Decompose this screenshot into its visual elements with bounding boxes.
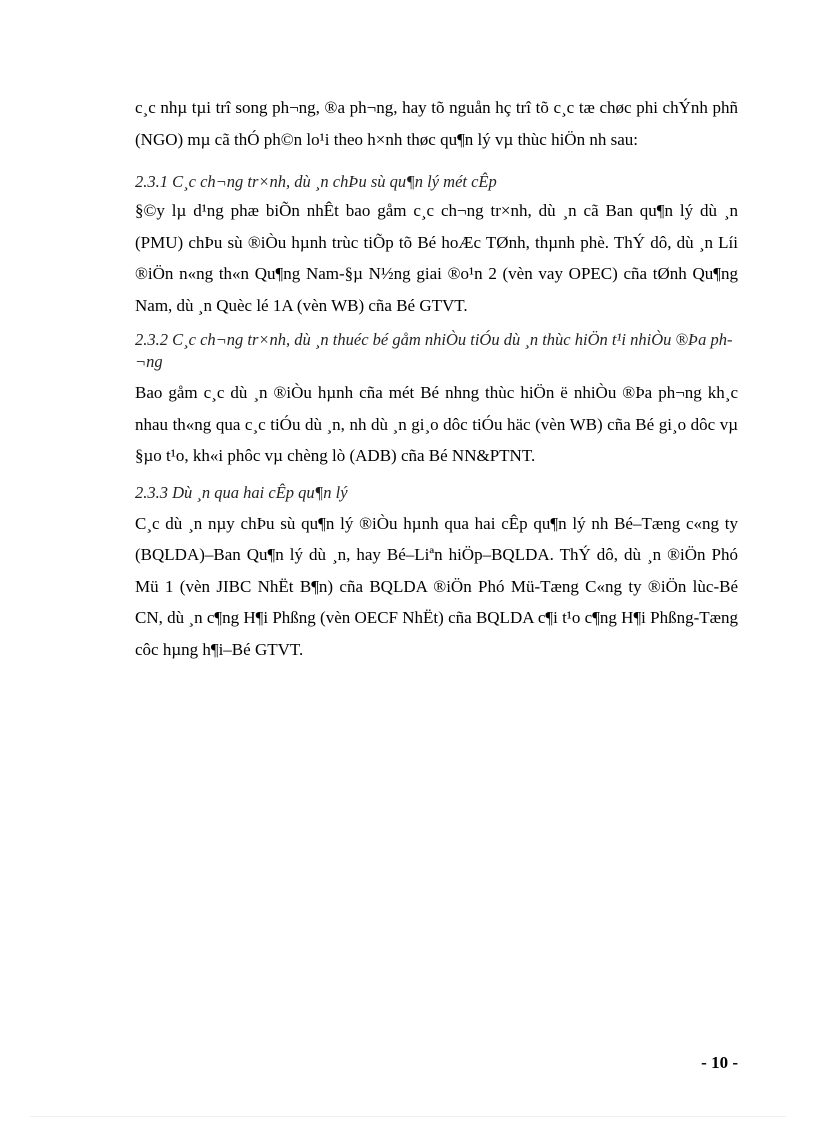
page-number: - 10 -: [701, 1053, 738, 1072]
page-bottom-divider: [30, 1116, 786, 1117]
section-body-2-3-1: §©y lµ d¹ng phæ biÕn nhÊt bao gåm c¸c ch¬ng tr×nh, dù ¸n cã Ban qu¶n lý dù ¸n (PMU) chÞu sù ®iÒu hµnh trùc tiÕp tõ Bé hoÆc TØnh, thµnh phè. ThÝ dô, dù ¸n Líi ®iÖn n«ng th«n Qu¶ng Nam-§µ N½ng giai ®o¹n 2 (vèn vay OPEC) cña tØnh Qu¶ng Nam, dù ¸n Quèc lé 1A (vèn WB) cña Bé GTVT.: [135, 201, 738, 315]
section-body-2-3-3: C¸c dù ¸n nµy chÞu sù qu¶n lý ®iÒu hµnh qua hai cÊp qu¶n lý nh Bé–Tæng c«ng ty (BQLDA)–Ban Qu¶n lý dù ¸n, hay Bé–Liªn hiÖp–BQLDA. ThÝ dô, dù ¸n ®iÖn Phó Mü 1 (vèn JIBC NhËt B¶n) cña BQLDA ®iÖn Phó Mü-Tæng C«ng ty ®iÖn lùc-Bé CN, dù ¸n c¶ng H¶i Phßng (vèn OECF NhËt) cña BQLDA c¶i t¹o c¶ng H¶i Phßng-Tæng côc hµng h¶i–Bé GTVT.: [135, 513, 738, 659]
section-heading-2-3-1: 2.3.1 C¸c ch¬ng tr×nh, dù ¸n chÞu sù qu¶n lý mét cÊp: [135, 172, 497, 191]
intro-paragraph: c¸c nhµ tµi trî song ph¬ng, ®a ph¬ng, hay tõ nguån hç trî tõ c¸c tæ chøc phi chÝnh phñ (NGO) mµ cã thÓ ph©n lo¹i theo h×nh thøc qu¶n lý vµ thùc hiÖn nh sau:: [135, 98, 738, 149]
page-body: [135, 92, 738, 665]
section-body-2-3-2: Bao gåm c¸c dù ¸n ®iÒu hµnh cña mét Bé nhng thùc hiÖn ë nhiÒu ®Þa ph¬ng kh¸c nhau th«ng qua c¸c tiÓu dù ¸n, nh dù ¸n gi¸o dôc tiÓu häc (vèn WB) cña Bé gi¸o dôc vµ §µo t¹o, kh«i phôc vµ chèng lò (ADB) cña Bé NN&PTNT.: [135, 383, 738, 465]
section-heading-2-3-3: 2.3.3 Dù ¸n qua hai cÊp qu¶n lý: [135, 482, 348, 502]
section-heading-2-3-2: 2.3.2 C¸c ch¬ng tr×nh, dù ¸n thuéc bé gåm nhiÒu tiÓu dù ¸n thùc hiÖn t¹i nhiÒu ®Þa ph¬ng: [135, 330, 733, 371]
